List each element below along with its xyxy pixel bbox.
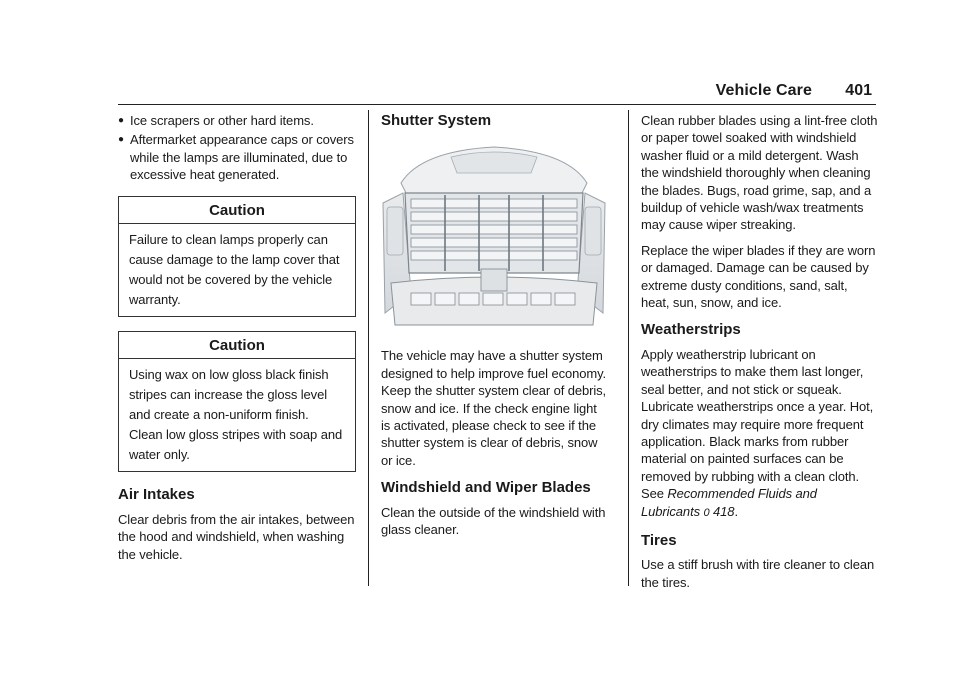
shutter-system-illustration bbox=[381, 143, 607, 331]
caution-text: Using wax on low gloss black finish stripes can increase the gloss level and create a non-uniform finish. Clean low gloss stripes with soap and water only. bbox=[129, 367, 343, 463]
section-title: Vehicle Care bbox=[715, 82, 812, 99]
bullet-icon: ● bbox=[118, 134, 124, 146]
section-heading-windshield: Windshield and Wiper Blades bbox=[381, 479, 591, 497]
caution-text: Failure to clean lamps properly can cause damage to the lamp cover that would not be covered by the vehicle warranty. bbox=[129, 232, 340, 308]
list-item: ● Ice scrapers or other hard items. bbox=[118, 113, 314, 128]
column-divider bbox=[368, 110, 369, 586]
bullet-icon: ● bbox=[118, 115, 124, 126]
section-heading-air-intakes: Air Intakes bbox=[118, 486, 195, 504]
paragraph: Use a stiff brush with tire cleaner to clean the tires. bbox=[641, 557, 875, 590]
caution-box bbox=[118, 196, 356, 317]
bullet-list bbox=[118, 112, 356, 184]
section-heading-shutter-system: Shutter System bbox=[381, 112, 492, 129]
cross-reference-page[interactable]: 418 bbox=[713, 503, 735, 519]
paragraph: Clear debris from the air intakes, between the hood and windshield, when washing the vehicle. bbox=[118, 511, 355, 562]
column-left bbox=[118, 112, 356, 571]
paragraph: Clean rubber blades using a lint-free cloth or paper towel soaked with windshield washer fluid or a mild detergent. Wash the windshield thoroughly when cleaning the blades. Bugs, road grime, sap, and a buildup of vehicle wash/wax treatments may cause wiper streaking. bbox=[641, 113, 878, 233]
section-heading-tires: Tires bbox=[641, 531, 677, 549]
paragraph: Apply weatherstrip lubricant on weatherstrips to make them last longer, seal better, and not stick or squeak. Lubricate weatherstrips once a year. Hot, dry climates may require more frequent application. Black marks from rubber material on painted surfaces can be removed by rubbing with a clean cloth. See Recommended Fluids and Lubricants 0 418. bbox=[641, 346, 874, 519]
page-reference-icon: 0 bbox=[703, 506, 710, 519]
column-divider bbox=[628, 110, 629, 586]
paragraph: Clean the outside of the windshield with glass cleaner. bbox=[381, 504, 606, 538]
paragraph: The vehicle may have a shutter system designed to help improve fuel economy. Keep the shutter system clear of debris, snow and ice. If the check engine light is activated, please check to see if the shutter system is clear of debris, snow or ice. bbox=[381, 348, 607, 468]
section-heading-weatherstrips: Weatherstrips bbox=[641, 321, 741, 339]
page-number: 401 bbox=[845, 82, 872, 99]
caution-box bbox=[118, 331, 356, 472]
caution-title: Caution bbox=[119, 197, 355, 224]
cross-reference-link[interactable]: Recommended Fluids and Lubricants bbox=[641, 486, 817, 519]
list-item: ● Aftermarket appearance caps or covers while the lamps are illuminated, due to excessive heat generated. bbox=[118, 132, 354, 183]
caution-title: Caution bbox=[119, 332, 355, 359]
column-right bbox=[641, 112, 879, 599]
paragraph: Replace the wiper blades if they are worn or damaged. Damage can be caused by extreme dusty conditions, sand, salt, heat, sun, snow, and ice. bbox=[641, 242, 876, 311]
page-header bbox=[118, 82, 876, 105]
column-middle bbox=[381, 112, 607, 546]
